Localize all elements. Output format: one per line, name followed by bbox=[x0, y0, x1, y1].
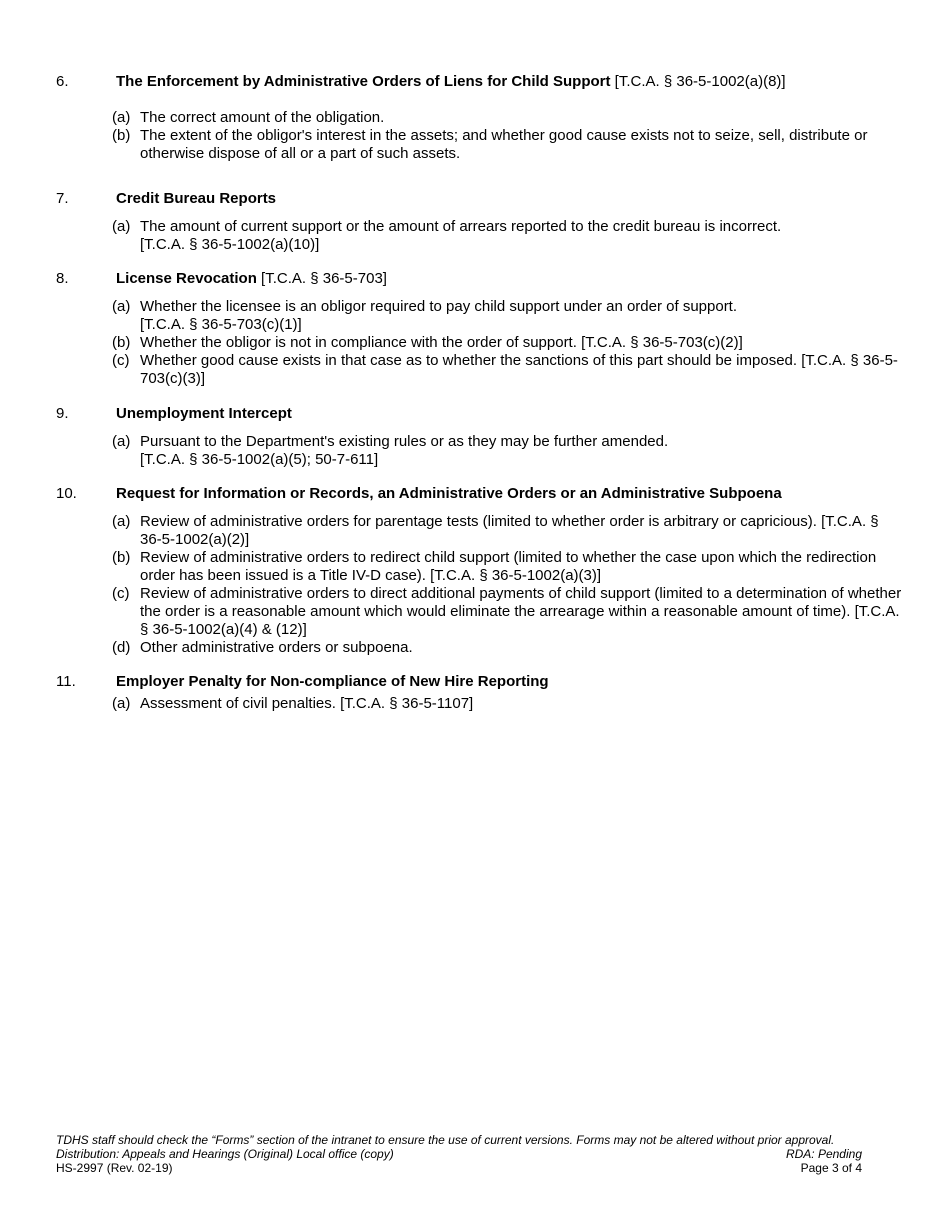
item-text: Review of administrative orders for parentage tests (limited to whether order is arbitrary or capricious). [T.C.A. § 36-5-1002(a)(2)] bbox=[140, 513, 879, 548]
item-text: Other administrative orders or subpoena. bbox=[140, 639, 413, 656]
section-heading bbox=[56, 485, 902, 503]
item-text: Assessment of civil penalties. [T.C.A. § 36-5-1107] bbox=[140, 695, 474, 712]
item-letter: (b) bbox=[112, 549, 131, 566]
section-11 bbox=[56, 673, 902, 713]
list-item bbox=[112, 549, 902, 585]
section-number: 6. bbox=[56, 73, 69, 90]
item-letter: (a) bbox=[112, 298, 131, 315]
section-title: The Enforcement by Administrative Orders of Liens for Child Support bbox=[116, 73, 611, 90]
section-title: License Revocation bbox=[116, 270, 257, 287]
item-text: Review of administrative orders to redirect child support (limited to whether the case upon which the redirection order has been issued is a Title IV-D case). [T.C.A. § 36-5-1002(a)(3)] bbox=[140, 549, 877, 584]
item-text: Review of administrative orders to direct additional payments of child support (limited to a determination of whether the order is a reasonable amount which would eliminate the arrearage within a reasonable amount of time). [T.C.A. § 36-5-1002(a)(4) & (12)] bbox=[140, 585, 902, 638]
item-letter: (a) bbox=[112, 433, 131, 450]
section-title: Employer Penalty for Non-compliance of New Hire Reporting bbox=[116, 673, 549, 690]
item-letter: (c) bbox=[112, 585, 130, 602]
list-item bbox=[112, 352, 902, 388]
page-footer bbox=[56, 1133, 862, 1175]
list-item bbox=[112, 127, 902, 163]
item-text: Pursuant to the Department's existing rules or as they may be further amended. bbox=[140, 433, 669, 450]
item-letter: (b) bbox=[112, 127, 131, 144]
section-heading bbox=[56, 270, 902, 288]
section-title: Unemployment Intercept bbox=[116, 405, 292, 422]
item-letter: (a) bbox=[112, 513, 131, 530]
section-6 bbox=[56, 73, 902, 163]
item-letter: (a) bbox=[112, 218, 131, 235]
footer-page-number: Page 3 of 4 bbox=[800, 1161, 862, 1175]
section-heading bbox=[56, 190, 902, 208]
item-text: The extent of the obligor's interest in the assets; and whether good cause exists not to seize, sell, distribute or otherwise dispose of all or a part of such assets. bbox=[140, 127, 868, 162]
section-10 bbox=[56, 485, 902, 657]
item-letter: (a) bbox=[112, 109, 131, 126]
section-heading bbox=[56, 673, 902, 691]
section-number: 8. bbox=[56, 270, 69, 287]
item-text: Whether good cause exists in that case as to whether the sanctions of this part should be imposed. [T.C.A. § 36-5-703(c)(3)] bbox=[140, 352, 898, 387]
item-text: Whether the obligor is not in compliance with the order of support. [T.C.A. § 36-5-703(c)(2)] bbox=[140, 334, 743, 351]
item-text: Whether the licensee is an obligor required to pay child support under an order of support. bbox=[140, 298, 738, 315]
footer-distribution: Distribution: Appeals and Hearings (Original) Local office (copy) bbox=[56, 1147, 394, 1161]
section-8 bbox=[56, 270, 902, 388]
section-number: 9. bbox=[56, 405, 69, 422]
list-item bbox=[112, 639, 902, 657]
item-citation: [T.C.A. § 36-5-1002(a)(5); 50-7-611] bbox=[140, 451, 379, 468]
section-heading bbox=[56, 405, 902, 423]
footer-rda: RDA: Pending bbox=[785, 1147, 862, 1161]
item-text: The amount of current support or the amount of arrears reported to the credit bureau is incorrect. bbox=[140, 218, 782, 235]
section-citation: [T.C.A. § 36-5-703] bbox=[256, 270, 387, 287]
section-number: 7. bbox=[56, 190, 69, 207]
list-item bbox=[112, 218, 902, 254]
item-letter: (a) bbox=[112, 695, 131, 712]
footer-notice: TDHS staff should check the “Forms” section of the intranet to ensure the use of current versions. Forms may not be altered without prior approval. bbox=[56, 1133, 835, 1147]
section-title: Credit Bureau Reports bbox=[116, 190, 277, 207]
item-letter: (c) bbox=[112, 352, 130, 369]
item-text: The correct amount of the obligation. bbox=[140, 109, 385, 126]
list-item bbox=[112, 695, 902, 713]
item-citation: [T.C.A. § 36-5-703(c)(1)] bbox=[140, 316, 302, 333]
section-number: 10. bbox=[56, 485, 77, 502]
section-number: 11. bbox=[56, 673, 76, 690]
list-item bbox=[112, 334, 902, 352]
section-title: Request for Information or Records, an Administrative Orders or an Administrative Subpoena bbox=[116, 485, 782, 502]
list-item bbox=[112, 433, 902, 469]
list-item bbox=[112, 109, 902, 127]
list-item bbox=[112, 298, 902, 334]
item-citation: [T.C.A. § 36-5-1002(a)(10)] bbox=[140, 236, 320, 253]
section-heading bbox=[56, 73, 902, 91]
section-9 bbox=[56, 405, 902, 469]
list-item bbox=[112, 585, 902, 639]
footer-form-id: HS-2997 (Rev. 02-19) bbox=[56, 1161, 173, 1175]
section-7 bbox=[56, 190, 902, 254]
item-letter: (b) bbox=[112, 334, 131, 351]
item-letter: (d) bbox=[112, 639, 131, 656]
list-item bbox=[112, 513, 902, 549]
section-citation: [T.C.A. § 36-5-1002(a)(8)] bbox=[610, 73, 786, 90]
